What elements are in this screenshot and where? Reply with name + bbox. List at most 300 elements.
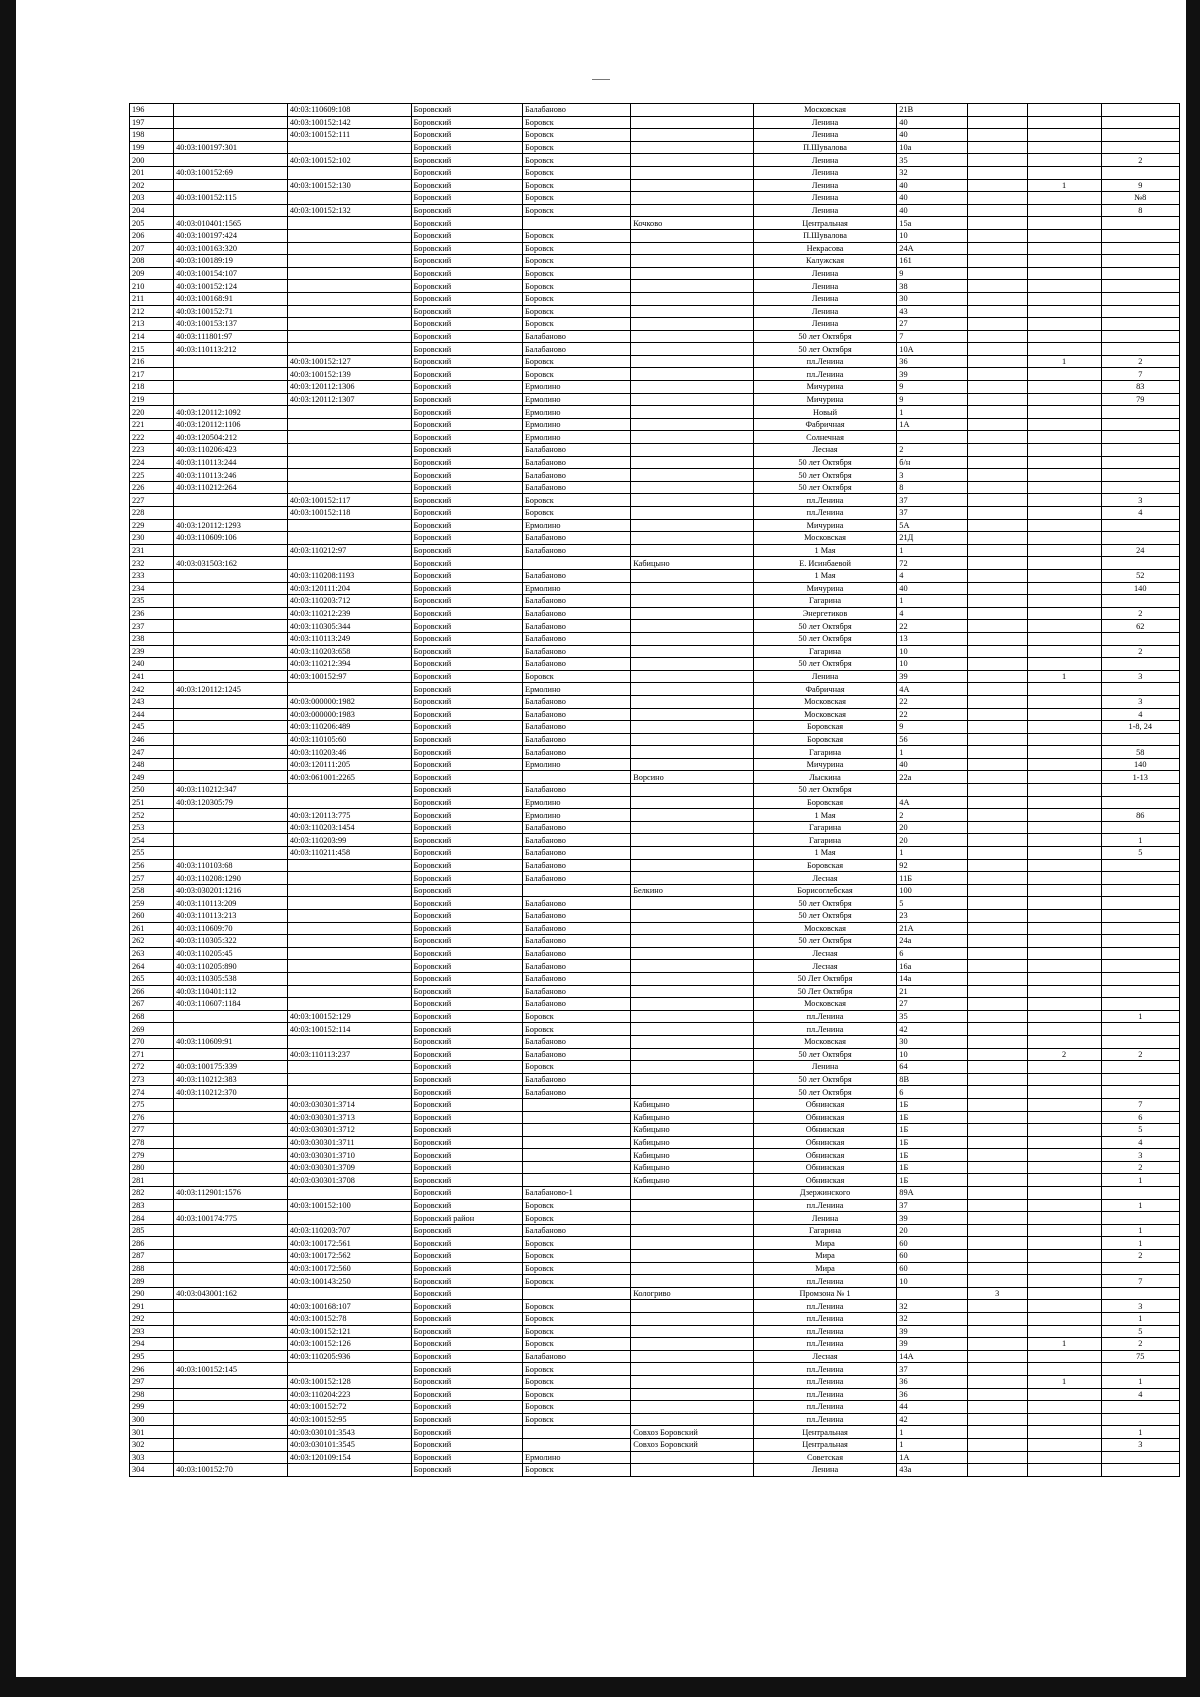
cadastral-number-premises: 40:03:110212:394 (287, 658, 411, 671)
village (631, 255, 754, 268)
row-number: 263 (130, 947, 174, 960)
cadastral-number-land (174, 645, 288, 658)
village (631, 129, 754, 142)
cadastral-number-land (174, 658, 288, 671)
extra-col-1 (967, 784, 1027, 797)
street: Ленина (753, 1061, 897, 1074)
house-number: 30 (897, 292, 968, 305)
cadastral-number-premises: 40:03:100152:118 (287, 507, 411, 520)
district: Боровский (411, 998, 523, 1011)
district: Боровский (411, 1363, 523, 1376)
table-row (130, 343, 1180, 356)
extra-col-1 (967, 343, 1027, 356)
cadastral-number-land (174, 1048, 288, 1061)
district: Боровский (411, 507, 523, 520)
cadastral-number-land: 40:03:110212:347 (174, 784, 288, 797)
cadastral-number-premises (287, 166, 411, 179)
town: Балабаново (523, 922, 631, 935)
table-row (130, 469, 1180, 482)
extra-col-1 (967, 1061, 1027, 1074)
cadastral-number-land: 40:03:120112:1293 (174, 519, 288, 532)
extra-col-2 (1027, 620, 1101, 633)
street: П.Шувалова (753, 141, 897, 154)
house-number: 1 (897, 595, 968, 608)
extra-col-2 (1027, 494, 1101, 507)
village (631, 1363, 754, 1376)
cadastral-number-land (174, 1338, 288, 1351)
street: 50 лет Октября (753, 658, 897, 671)
district: Боровский (411, 330, 523, 343)
cadastral-number-premises: 40:03:030301:3713 (287, 1111, 411, 1124)
town: Балабаново (523, 695, 631, 708)
table-row (130, 1149, 1180, 1162)
row-number: 214 (130, 330, 174, 343)
street: Лесная (753, 947, 897, 960)
cadastral-number-land: 40:03:100152:124 (174, 280, 288, 293)
village: Ворсино (631, 771, 754, 784)
extra-col-2 (1027, 1124, 1101, 1137)
apartment-number (1101, 872, 1179, 885)
house-number: 40 (897, 116, 968, 129)
extra-col-1 (967, 1237, 1027, 1250)
village (631, 645, 754, 658)
street: Гагарина (753, 834, 897, 847)
row-number: 231 (130, 544, 174, 557)
row-number: 295 (130, 1350, 174, 1363)
district: Боровский (411, 292, 523, 305)
village (631, 1010, 754, 1023)
extra-col-1 (967, 1313, 1027, 1326)
town: Ермолино (523, 1451, 631, 1464)
cadastral-number-land (174, 154, 288, 167)
cadastral-number-land (174, 746, 288, 759)
town: Балабаново (523, 544, 631, 557)
table-body (130, 104, 1180, 1477)
extra-col-2 (1027, 204, 1101, 217)
district: Боровский (411, 519, 523, 532)
street: Ленина (753, 166, 897, 179)
town (523, 557, 631, 570)
house-number: 11Б (897, 872, 968, 885)
town: Боровск (523, 242, 631, 255)
village: Белкино (631, 884, 754, 897)
village (631, 355, 754, 368)
district: Боровский (411, 721, 523, 734)
apartment-number: 3 (1101, 1438, 1179, 1451)
street: Лесная (753, 444, 897, 457)
table-row (130, 1199, 1180, 1212)
town: Боровск (523, 305, 631, 318)
street: 50 лет Октября (753, 481, 897, 494)
table-row (130, 922, 1180, 935)
apartment-number (1101, 910, 1179, 923)
cadastral-number-premises: 40:03:100152:126 (287, 1338, 411, 1351)
district: Боровский (411, 557, 523, 570)
extra-col-1 (967, 217, 1027, 230)
table-row (130, 985, 1180, 998)
house-number: 8 (897, 481, 968, 494)
extra-col-1 (967, 166, 1027, 179)
cadastral-number-premises: 40:03:100152:127 (287, 355, 411, 368)
extra-col-1 (967, 229, 1027, 242)
cadastral-number-land (174, 104, 288, 117)
district: Боровский (411, 1035, 523, 1048)
house-number: 20 (897, 1224, 968, 1237)
house-number (897, 1287, 968, 1300)
apartment-number: 1 (1101, 1010, 1179, 1023)
street: Московская (753, 1035, 897, 1048)
house-number: 6 (897, 1086, 968, 1099)
district: Боровский (411, 935, 523, 948)
village (631, 1313, 754, 1326)
street: Мичурина (753, 393, 897, 406)
extra-col-2 (1027, 1187, 1101, 1200)
town: Боровск (523, 1363, 631, 1376)
apartment-number: 1 (1101, 834, 1179, 847)
extra-col-1 (967, 179, 1027, 192)
table-row (130, 947, 1180, 960)
extra-col-2 (1027, 859, 1101, 872)
table-row (130, 670, 1180, 683)
cadastral-number-land: 40:03:120112:1106 (174, 418, 288, 431)
town: Боровск (523, 318, 631, 331)
district: Боровский (411, 595, 523, 608)
cadastral-number-land (174, 1313, 288, 1326)
cadastral-number-premises: 40:03:100172:560 (287, 1262, 411, 1275)
house-number: 35 (897, 1010, 968, 1023)
extra-col-2 (1027, 393, 1101, 406)
village: Совхоз Боровский (631, 1426, 754, 1439)
table-row (130, 381, 1180, 394)
row-number: 210 (130, 280, 174, 293)
extra-col-1 (967, 998, 1027, 1011)
town: Балабаново (523, 910, 631, 923)
street: Фабричная (753, 683, 897, 696)
row-number: 232 (130, 557, 174, 570)
cadastral-number-land (174, 368, 288, 381)
street: Гагарина (753, 595, 897, 608)
district: Боровский (411, 1111, 523, 1124)
cadastral-number-land: 40:03:100163:320 (174, 242, 288, 255)
cadastral-number-premises (287, 922, 411, 935)
table-row (130, 267, 1180, 280)
district: Боровский (411, 796, 523, 809)
cadastral-number-land (174, 1300, 288, 1313)
apartment-number (1101, 104, 1179, 117)
table-row (130, 695, 1180, 708)
district: Боровский (411, 897, 523, 910)
village (631, 469, 754, 482)
village (631, 192, 754, 205)
row-number: 224 (130, 456, 174, 469)
extra-col-1 (967, 1035, 1027, 1048)
cadastral-number-premises: 40:03:100152:102 (287, 154, 411, 167)
apartment-number (1101, 947, 1179, 960)
row-number: 238 (130, 632, 174, 645)
town: Ермолино (523, 683, 631, 696)
house-number: 15а (897, 217, 968, 230)
table-row (130, 746, 1180, 759)
extra-col-2: 1 (1027, 179, 1101, 192)
district: Боровский (411, 494, 523, 507)
town: Ермолино (523, 758, 631, 771)
village (631, 1338, 754, 1351)
house-number: 9 (897, 381, 968, 394)
extra-col-2 (1027, 645, 1101, 658)
table-row (130, 1388, 1180, 1401)
cadastral-number-land: 40:03:030201:1216 (174, 884, 288, 897)
row-number: 237 (130, 620, 174, 633)
cadastral-number-premises (287, 280, 411, 293)
extra-col-2 (1027, 733, 1101, 746)
table-row (130, 444, 1180, 457)
village (631, 897, 754, 910)
apartment-number (1101, 519, 1179, 532)
extra-col-2 (1027, 809, 1101, 822)
extra-col-1 (967, 481, 1027, 494)
district: Боровский район (411, 1212, 523, 1225)
house-number: 32 (897, 166, 968, 179)
extra-col-2 (1027, 721, 1101, 734)
extra-col-1 (967, 355, 1027, 368)
row-number: 226 (130, 481, 174, 494)
district: Боровский (411, 658, 523, 671)
row-number: 221 (130, 418, 174, 431)
extra-col-1 (967, 935, 1027, 948)
village (631, 141, 754, 154)
row-number: 249 (130, 771, 174, 784)
cadastral-number-land (174, 1161, 288, 1174)
street: 50 лет Октября (753, 784, 897, 797)
extra-col-1 (967, 507, 1027, 520)
cadastral-number-land: 40:03:110609:91 (174, 1035, 288, 1048)
street: Обнинская (753, 1124, 897, 1137)
village (631, 683, 754, 696)
street: 50 лет Октября (753, 897, 897, 910)
extra-col-2 (1027, 1438, 1101, 1451)
table-row (130, 1035, 1180, 1048)
village (631, 632, 754, 645)
row-number: 273 (130, 1073, 174, 1086)
extra-col-2 (1027, 985, 1101, 998)
district: Боровский (411, 456, 523, 469)
row-number: 287 (130, 1250, 174, 1263)
cadastral-number-land: 40:03:120112:1092 (174, 406, 288, 419)
village (631, 431, 754, 444)
district: Боровский (411, 166, 523, 179)
apartment-number: 2 (1101, 607, 1179, 620)
street: Московская (753, 922, 897, 935)
house-number: 36 (897, 1375, 968, 1388)
row-number: 283 (130, 1199, 174, 1212)
row-number: 211 (130, 292, 174, 305)
extra-col-1 (967, 733, 1027, 746)
district: Боровский (411, 544, 523, 557)
table-row (130, 292, 1180, 305)
village (631, 204, 754, 217)
district: Боровский (411, 1401, 523, 1414)
cadastral-number-premises: 40:03:030301:3714 (287, 1098, 411, 1111)
apartment-number: 1 (1101, 1224, 1179, 1237)
row-number: 298 (130, 1388, 174, 1401)
cadastral-number-premises (287, 292, 411, 305)
district: Боровский (411, 532, 523, 545)
street: Обнинская (753, 1111, 897, 1124)
row-number: 215 (130, 343, 174, 356)
apartment-number (1101, 330, 1179, 343)
house-number: 22 (897, 708, 968, 721)
extra-col-2 (1027, 469, 1101, 482)
row-number: 250 (130, 784, 174, 797)
house-number: 32 (897, 1300, 968, 1313)
street: пл.Ленина (753, 1363, 897, 1376)
village (631, 229, 754, 242)
house-number (897, 431, 968, 444)
village (631, 494, 754, 507)
town: Балабаново (523, 1073, 631, 1086)
cadastral-number-land: 40:03:110305:322 (174, 935, 288, 948)
apartment-number: 86 (1101, 809, 1179, 822)
table-row (130, 569, 1180, 582)
cadastral-number-land (174, 1275, 288, 1288)
table-row (130, 1262, 1180, 1275)
town: Балабаново (523, 456, 631, 469)
table-row (130, 721, 1180, 734)
apartment-number (1101, 595, 1179, 608)
cadastral-number-premises: 40:03:110203:658 (287, 645, 411, 658)
row-number: 291 (130, 1300, 174, 1313)
district: Боровский (411, 758, 523, 771)
row-number: 289 (130, 1275, 174, 1288)
district: Боровский (411, 847, 523, 860)
extra-col-2 (1027, 569, 1101, 582)
cadastral-number-land: 40:03:110206:423 (174, 444, 288, 457)
village (631, 1212, 754, 1225)
apartment-number: 1-13 (1101, 771, 1179, 784)
district: Боровский (411, 683, 523, 696)
apartment-number: 4 (1101, 1388, 1179, 1401)
cadastral-number-land: 40:03:110113:213 (174, 910, 288, 923)
town: Боровск (523, 1023, 631, 1036)
district: Боровский (411, 1338, 523, 1351)
district: Боровский (411, 1124, 523, 1137)
street: Обнинская (753, 1161, 897, 1174)
village (631, 910, 754, 923)
table-row (130, 393, 1180, 406)
row-number: 248 (130, 758, 174, 771)
table-row (130, 708, 1180, 721)
town: Боровск (523, 1375, 631, 1388)
house-number: 37 (897, 494, 968, 507)
extra-col-1 (967, 204, 1027, 217)
extra-col-2 (1027, 255, 1101, 268)
cadastral-number-premises: 40:03:110113:249 (287, 632, 411, 645)
row-number: 220 (130, 406, 174, 419)
village (631, 507, 754, 520)
extra-col-2 (1027, 154, 1101, 167)
village (631, 1413, 754, 1426)
extra-col-1 (967, 532, 1027, 545)
apartment-number (1101, 280, 1179, 293)
house-number: 39 (897, 1212, 968, 1225)
extra-col-1 (967, 960, 1027, 973)
house-number: 40 (897, 129, 968, 142)
cadastral-number-premises (287, 1035, 411, 1048)
house-number: 3 (897, 469, 968, 482)
extra-col-1 (967, 557, 1027, 570)
town: Боровск (523, 166, 631, 179)
district: Боровский (411, 670, 523, 683)
village (631, 444, 754, 457)
extra-col-1 (967, 242, 1027, 255)
village: Кабицыно (631, 1124, 754, 1137)
extra-col-1 (967, 1048, 1027, 1061)
town: Балабаново (523, 746, 631, 759)
house-number: 43а (897, 1464, 968, 1477)
table-row (130, 972, 1180, 985)
apartment-number (1101, 1401, 1179, 1414)
district: Боровский (411, 469, 523, 482)
town: Балабаново (523, 972, 631, 985)
extra-col-1 (967, 116, 1027, 129)
village (631, 406, 754, 419)
cadastral-number-premises: 40:03:110211:458 (287, 847, 411, 860)
apartment-number (1101, 733, 1179, 746)
apartment-number (1101, 960, 1179, 973)
extra-col-2 (1027, 632, 1101, 645)
cadastral-number-land: 40:03:100168:91 (174, 292, 288, 305)
house-number: 161 (897, 255, 968, 268)
apartment-number (1101, 683, 1179, 696)
cadastral-number-premises: 40:03:110203:712 (287, 595, 411, 608)
house-number: 5А (897, 519, 968, 532)
cadastral-number-premises (287, 1086, 411, 1099)
cadastral-number-land: 40:03:112901:1576 (174, 1187, 288, 1200)
town: Боровск (523, 1250, 631, 1263)
street: Е. Исинбаевой (753, 557, 897, 570)
apartment-number (1101, 1023, 1179, 1036)
cadastral-number-land: 40:03:100152:71 (174, 305, 288, 318)
street: 50 лет Октября (753, 910, 897, 923)
extra-col-1 (967, 519, 1027, 532)
extra-col-2 (1027, 242, 1101, 255)
town: Балабаново (523, 607, 631, 620)
street: Ленина (753, 280, 897, 293)
extra-col-2 (1027, 1262, 1101, 1275)
extra-col-1: 3 (967, 1287, 1027, 1300)
cadastral-number-land (174, 1413, 288, 1426)
village (631, 343, 754, 356)
table-row (130, 179, 1180, 192)
cadastral-number-premises: 40:03:110203:1454 (287, 821, 411, 834)
street: Мира (753, 1250, 897, 1263)
town: Боровск (523, 1388, 631, 1401)
cadastral-number-land: 40:03:100152:69 (174, 166, 288, 179)
town: Балабаново-1 (523, 1187, 631, 1200)
apartment-number (1101, 897, 1179, 910)
extra-col-2 (1027, 758, 1101, 771)
row-number: 272 (130, 1061, 174, 1074)
town: Боровск (523, 1325, 631, 1338)
cadastral-number-land (174, 632, 288, 645)
district: Боровский (411, 1275, 523, 1288)
row-number: 204 (130, 204, 174, 217)
street: Московская (753, 695, 897, 708)
cadastral-number-premises: 40:03:100152:117 (287, 494, 411, 507)
district: Боровский (411, 1375, 523, 1388)
extra-col-1 (967, 318, 1027, 331)
street: Гагарина (753, 746, 897, 759)
